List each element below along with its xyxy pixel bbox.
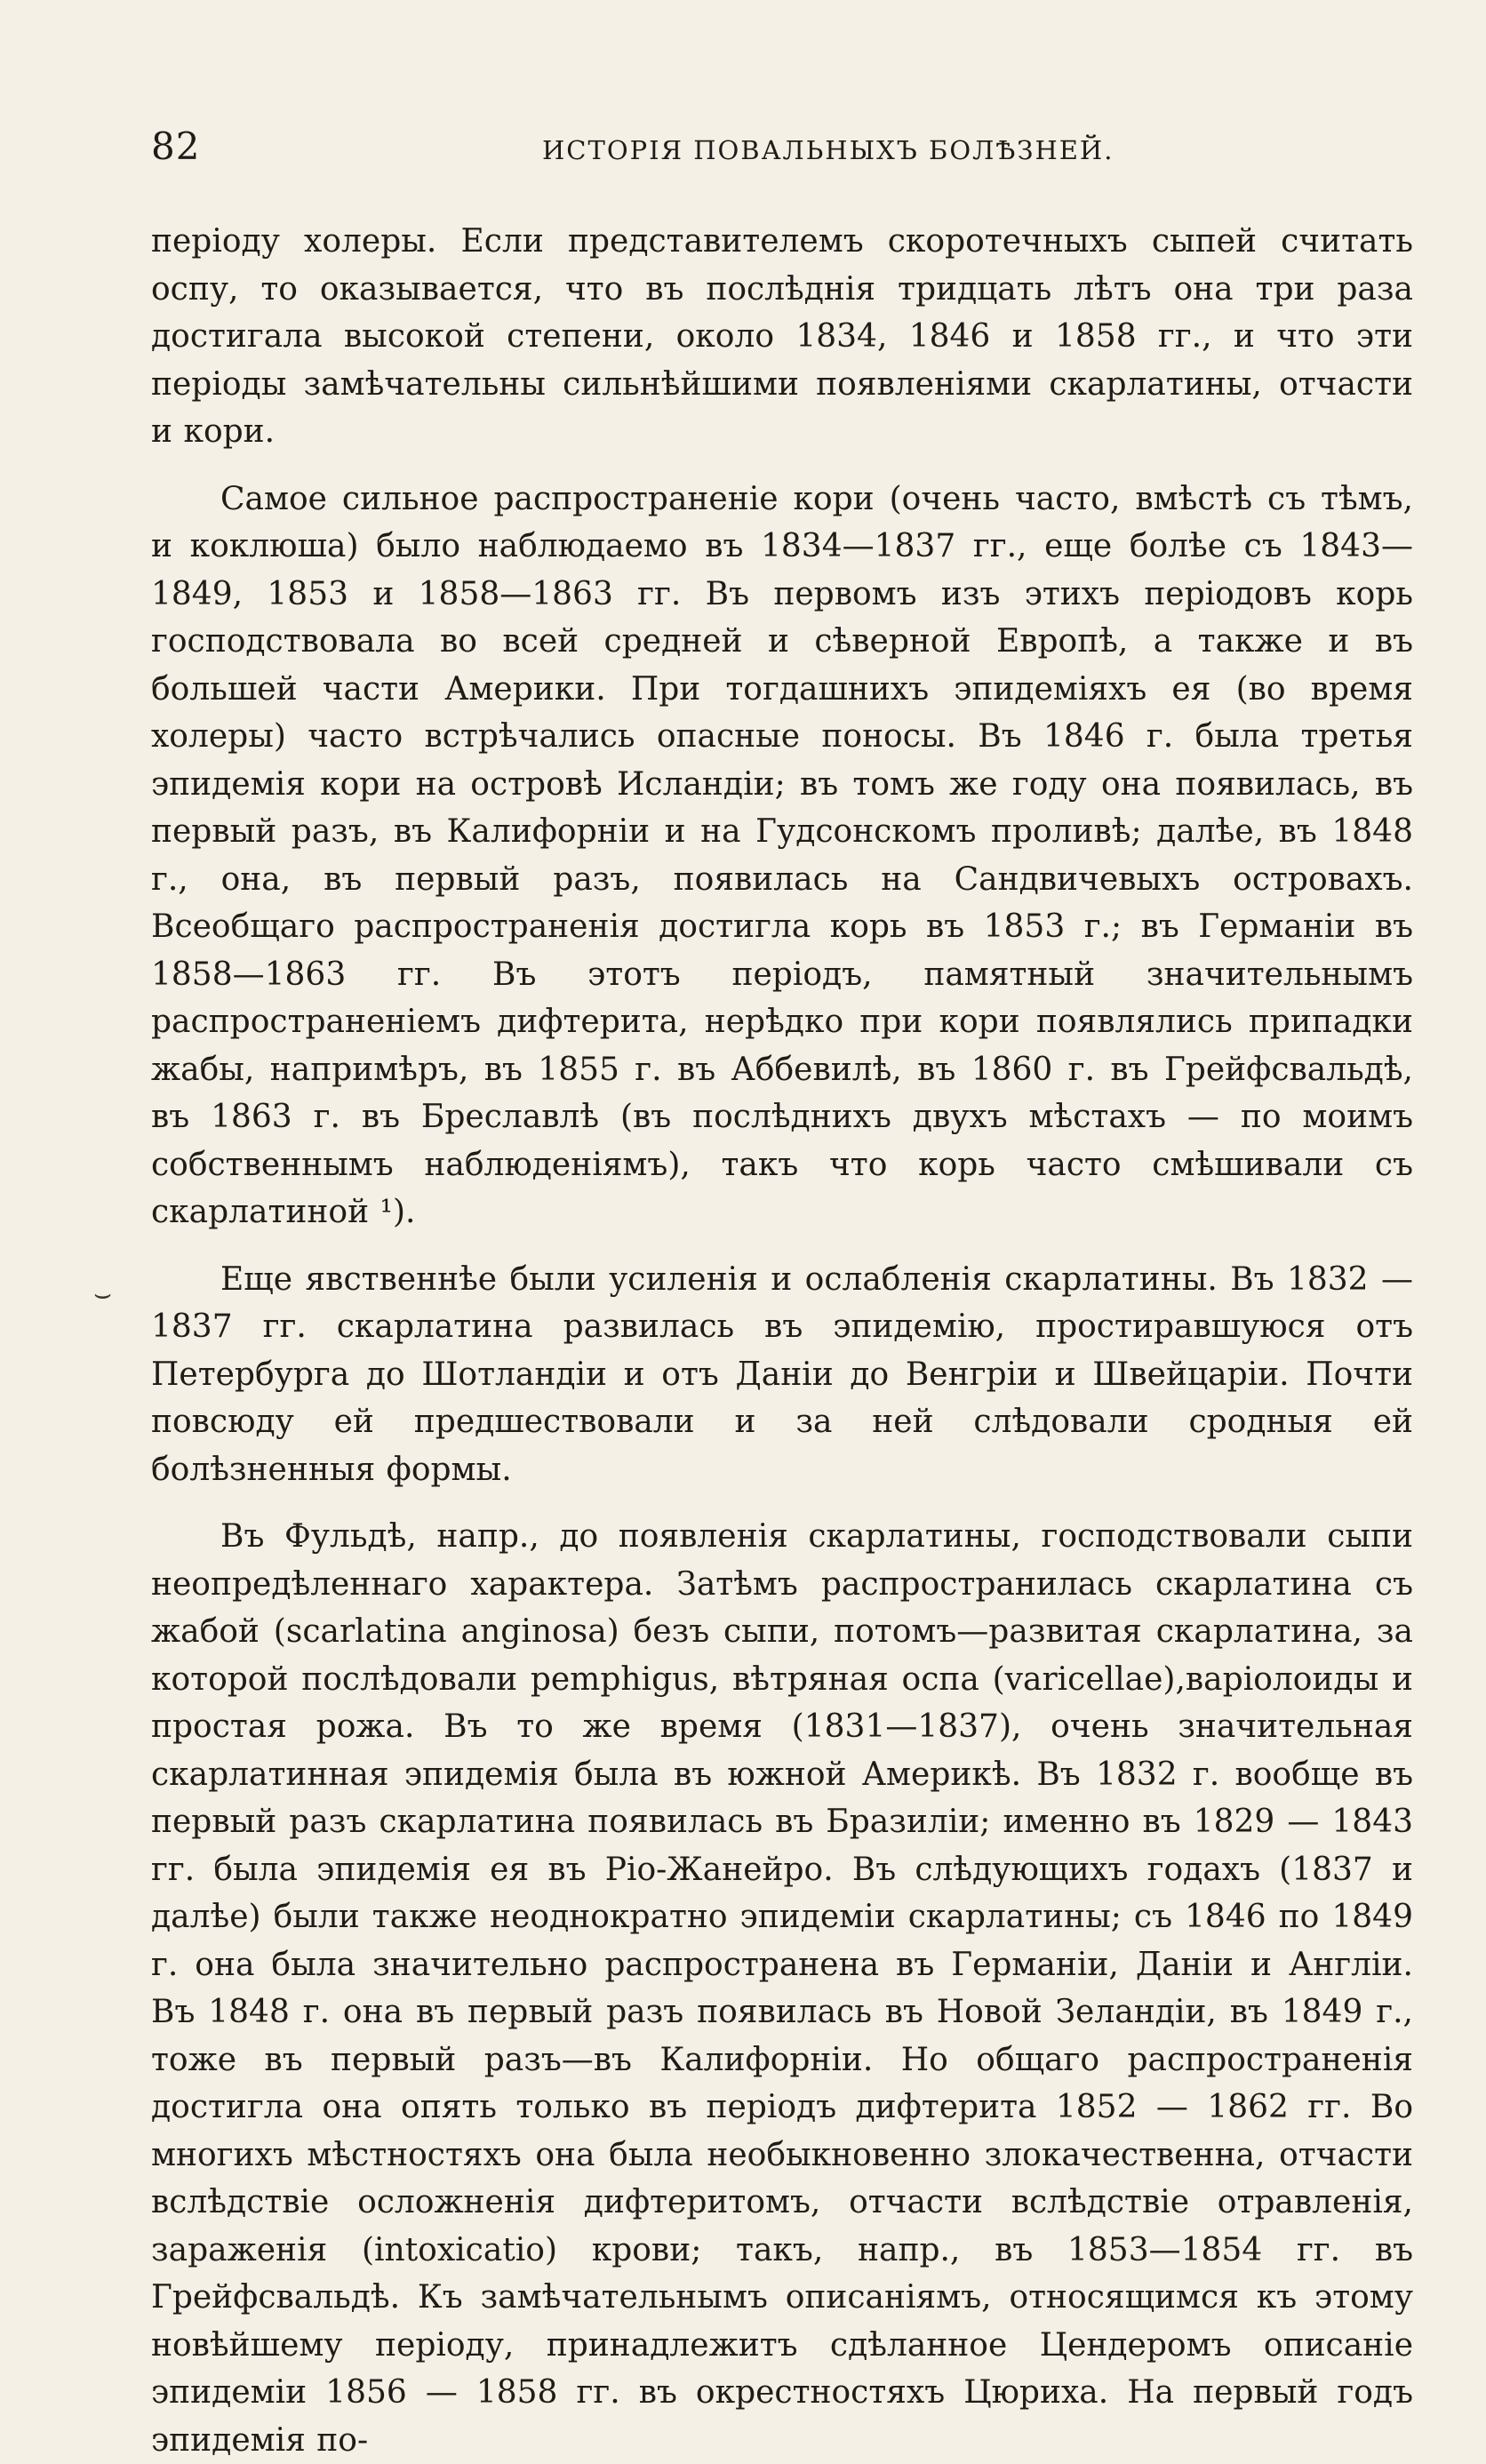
paragraph-4: Въ Фульдѣ, напр., до появленія скарлатины, господствовали сыпи неопредѣленнаго характера. Затѣмъ распространилась скарлатина съ жабой (scarlatina anginosa) безъ сыпи, потомъ—развитая скарлатина, за которой послѣдовали pemphigus, вѣтряная оспа (varicellae),варіолоиды и простая рожа. Въ то же время (1831—1837), очень значительная скарлатинная эпидемія была въ южной Америкѣ. Въ 1832 г. вообще въ первый разъ скарлатина появилась въ Бразиліи; именно въ 1829 — 1843 гг. была эпидемія ея въ Ріо-Жанейро. Въ слѣдующихъ годахъ (1837 и далѣе) были также неоднократно эпидеміи скарлатины; съ 1846 по 1849 г. она была значительно распространена въ Германіи, Даніи и Англіи. Въ 1848 г. она въ первый разъ появилась въ Новой Зеландіи, въ 1849 г., тоже въ первый разъ—въ Калифорніи. Но общаго распространенія достигла она опять только въ періодъ дифтерита 1852 — 1862 гг. Во многихъ мѣстностяхъ она была необыкновенно злокачественна, отчасти вслѣдствіе осложненія дифтеритомъ, отчасти вслѣдствіе отравленія, зараженія (intoxicatio) крови; такъ, напр., въ 1853—1854 гг. въ Грейфсвальдѣ. Къ замѣчательнымъ описаніямъ, относящимся къ этому новѣйшему періоду, принадлежитъ сдѣланное Цендеромъ описаніе эпидеміи 1856 — 1858 гг. въ окрестностяхъ Цюриха. На первый годъ эпидемія по- <box>151 1518 1413 2459</box>
page-header <box>151 124 1413 187</box>
paragraph-1: періоду холеры. Если представителемъ скоротечныхъ сыпей считать оспу, то оказывается, что въ послѣднія тридцать лѣтъ она три раза достигала высокой степени, около 1834, 1846 и 1858 гг., и что эти періоды замѣчательны сильнѣйшими появленіями скарлатины, отчасти и кори. <box>151 223 1413 450</box>
page-number: 82 <box>151 124 201 168</box>
running-title: ИСТОРІЯ ПОВАЛЬНЫХЪ БОЛѢЗНЕЙ. <box>542 135 1114 165</box>
paragraph-3: Еще явственнѣе были усиленія и ослабленія скарлатины. Въ 1832 — 1837 гг. скарлатина развилась въ эпидемію, простиравшуюся отъ Петербурга до Шотландіи и отъ Даніи до Венгріи и Швейцаріи. Почти повсюду ей предшествовали и за ней слѣдовали сродныя ей болѣзненныя формы. <box>151 1260 1413 1488</box>
paragraph-2: Самое сильное распространеніе кори (очень часто, вмѣстѣ съ тѣмъ, и коклюша) было наблюдаемо въ 1834—1837 гг., еще болѣе съ 1843—1849, 1853 и 1858—1863 гг. Въ первомъ изъ этихъ періодовъ корь господствовала во всей средней и сѣверной Европѣ, а также и въ большей части Америки. При тогдашнихъ эпидеміяхъ ея (во время холеры) часто встрѣчались опасные поносы. Въ 1846 г. была третья эпидемія кори на островѣ Исландіи; въ томъ же году она появилась, въ первый разъ, въ Калифорніи и на Гудсонскомъ проливѣ; далѣе, въ 1848 г., она, въ первый разъ, появилась на Сандвичевыхъ островахъ. Всеобщаго распространенія достигла корь въ 1853 г.; въ Германіи въ 1858—1863 гг. Въ этотъ періодъ, памятный значительнымъ распространеніемъ дифтерита, нерѣдко при кори появлялись припадки жабы, напримѣръ, въ 1855 г. въ Аббевилѣ, въ 1860 г. въ Грейфсвальдѣ, въ 1863 г. въ Бреславлѣ (въ послѣднихъ двухъ мѣстахъ — по моимъ собственнымъ наблюденіямъ), такъ что корь часто смѣшивали съ скарлатиной ¹). <box>151 480 1413 1230</box>
main-text <box>151 218 1413 2464</box>
margin-mark: ⌣ <box>93 1276 113 1310</box>
